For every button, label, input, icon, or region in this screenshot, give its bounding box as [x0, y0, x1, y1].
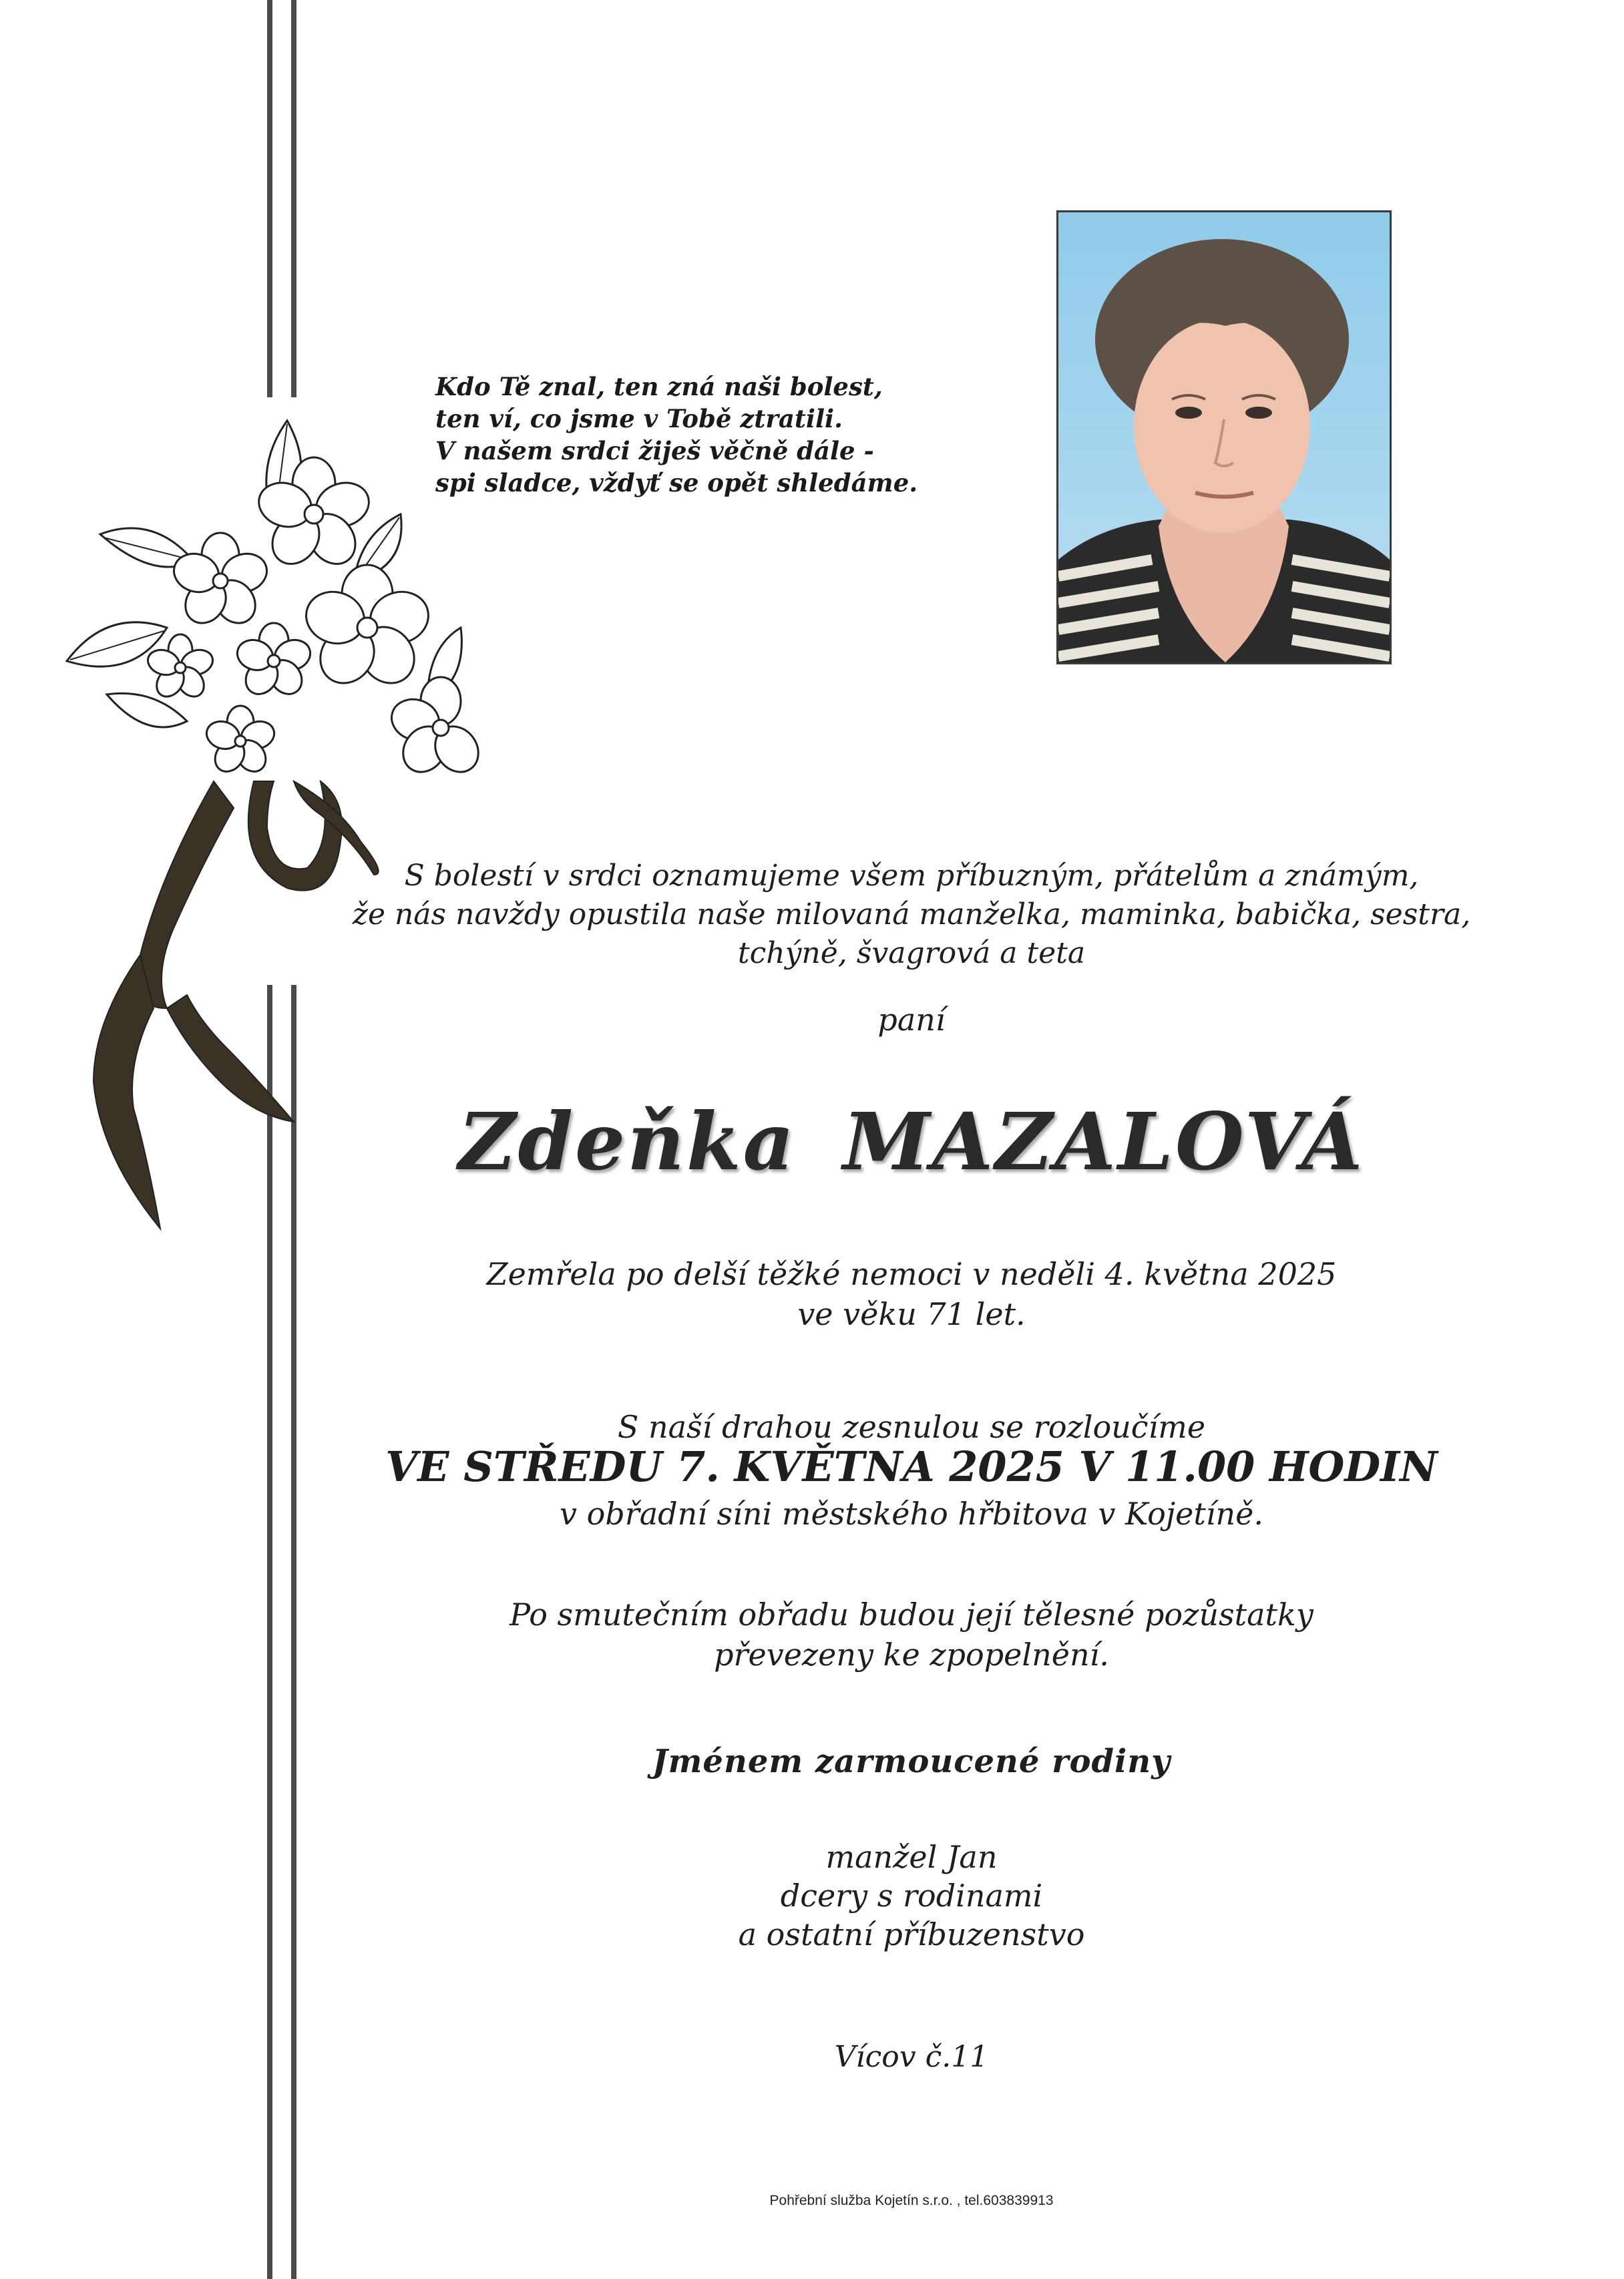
death-details [280, 1254, 1543, 1334]
deceased-last-name: MAZALOVÁ [843, 1095, 1365, 1188]
motto-verse [435, 371, 970, 499]
death-line: Zemřela po delší těžké nemoci v neděli 4. května 2025 [486, 1256, 1337, 1292]
mourner-item: a ostatní příbuzenstvo [738, 1916, 1085, 1952]
mourner-item: dcery s rodinami [780, 1878, 1043, 1914]
motto-line: V našem srdci žiješ věčně dále - [435, 436, 874, 465]
ceremony-date-time: VE STŘEDU 7. KVĚTNA 2025 V 11.00 HODIN [385, 1442, 1438, 1491]
left-vertical-line-outer-top [267, 0, 272, 397]
announcement-line: tchýně, švagrová a teta [737, 936, 1086, 970]
deceased-name [280, 1095, 1543, 1188]
ceremony-place: v obřadní síni městského hřbitova v Kojetíně. [559, 1496, 1263, 1532]
announcement-line: S bolestí v srdci oznamujeme všem příbuzným, přátelům a známým, [404, 859, 1419, 893]
announcement-line: že nás navždy opustila naše milovaná manželka, maminka, babička, sestra, [352, 897, 1471, 931]
funeral-service-footer: Pohřební služba Kojetín s.r.o. , tel.603839913 [769, 2193, 1054, 2208]
motto-line: spi sladce, vždyť se opět shledáme. [435, 468, 918, 497]
mourners-list [280, 1838, 1543, 1954]
motto-line: ten ví, co jsme v Tobě ztratili. [435, 404, 843, 433]
ceremony-intro: S naší drahou zesnulou se rozloučíme [617, 1409, 1206, 1445]
after-ceremony-line: Po smutečním obřadu budou její tělesné pozůstatky [510, 1597, 1313, 1633]
address: Vícov č.11 [834, 2040, 989, 2074]
after-ceremony-text [280, 1595, 1543, 1675]
left-vertical-line-inner-top [291, 0, 296, 397]
after-ceremony-line: převezeny ke zpopelnění. [714, 1637, 1109, 1673]
mourner-item: manžel Jan [825, 1839, 998, 1875]
death-line: ve věku 71 let. [797, 1296, 1026, 1332]
family-heading: Jménem zarmoucené rodiny [652, 1743, 1171, 1780]
deceased-first-name: Zdeňka [458, 1095, 797, 1188]
portrait-icon [1058, 212, 1390, 662]
motto-line: Kdo Tě znal, ten zná naši bolest, [435, 372, 883, 401]
announcement-text [280, 857, 1543, 973]
title-word: paní [877, 1002, 946, 1038]
portrait-photo [1056, 210, 1392, 664]
